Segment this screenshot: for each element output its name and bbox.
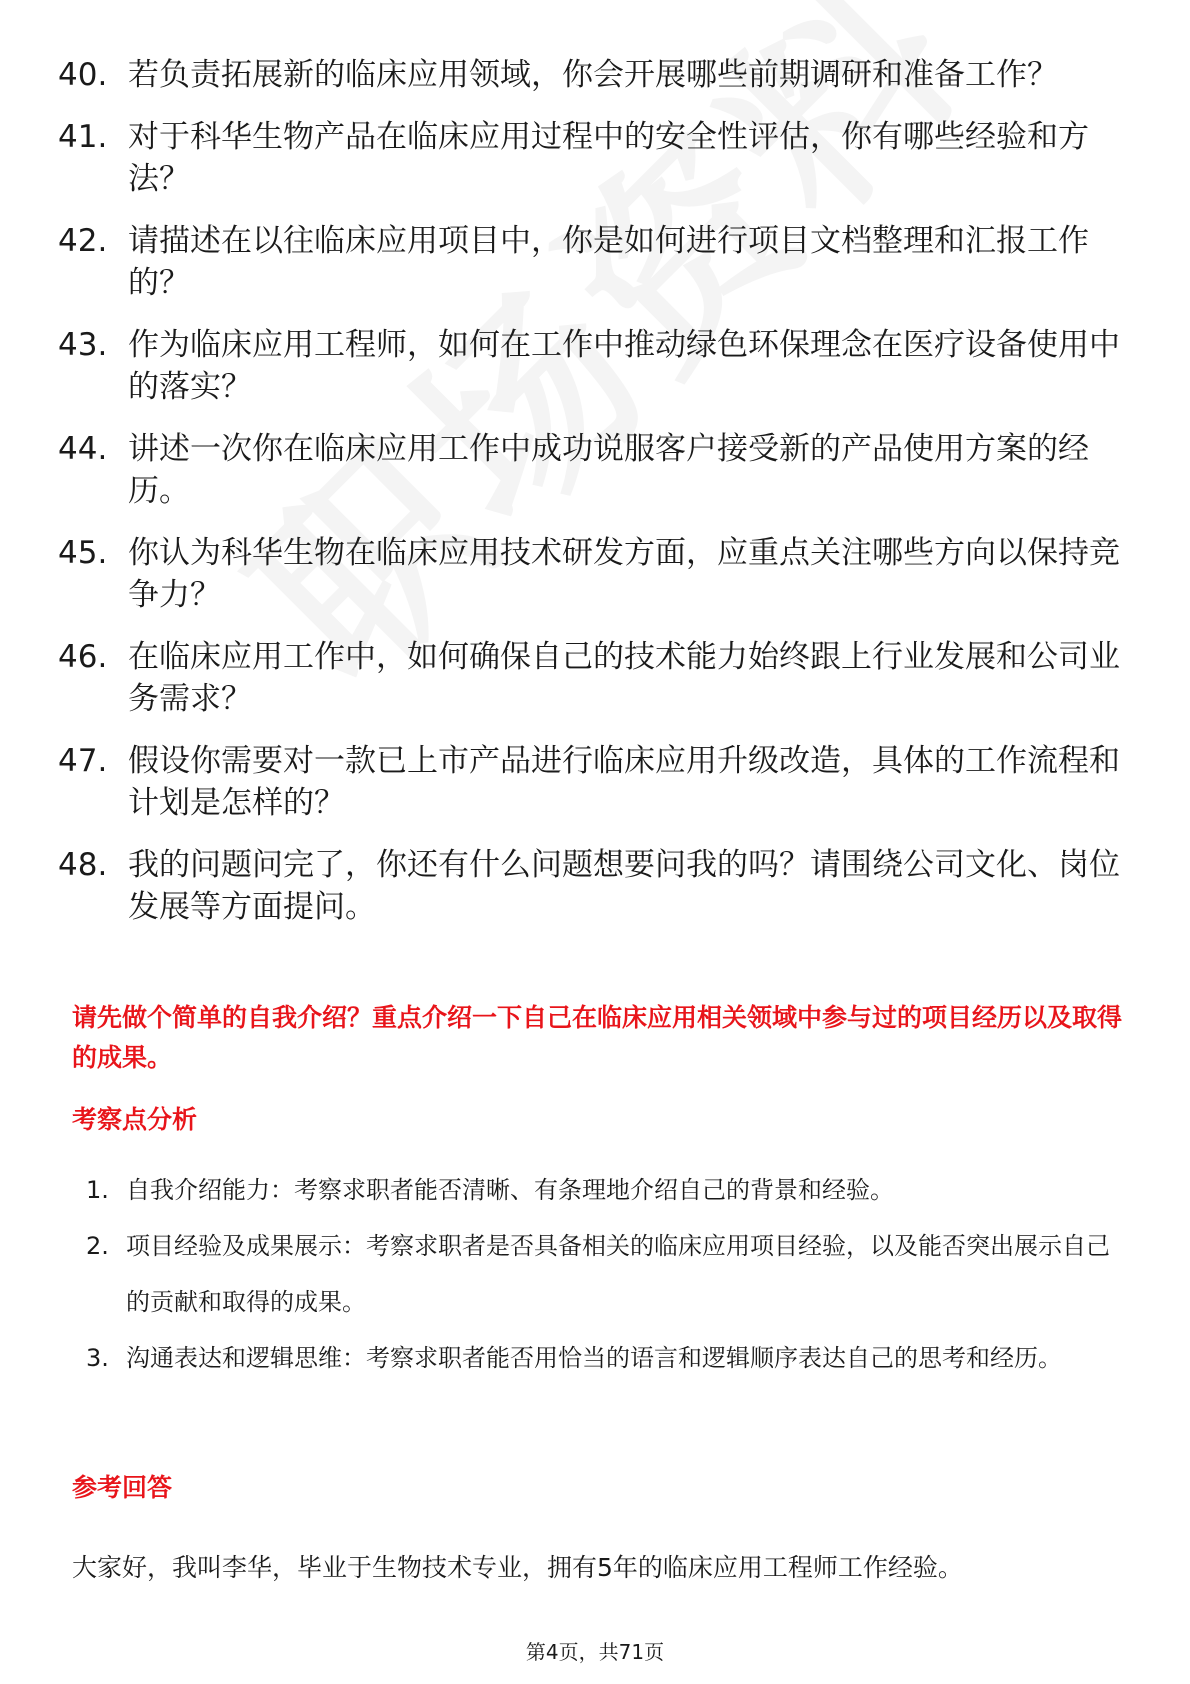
question-number: 46.: [58, 639, 108, 675]
question-item: [58, 220, 1128, 304]
analysis-text: 项目经验及成果展示：考察求职者是否具备相关的临床应用项目经验，以及能否突出展示自己的贡献和取得的成果。: [126, 1232, 1110, 1316]
question-text: 我的问题问完了，你还有什么问题想要问我的吗？请围绕公司文化、岗位发展等方面提问。: [128, 847, 1120, 925]
question-item: [58, 428, 1128, 512]
page-footer: 第4页，共71页: [525, 1640, 665, 1664]
question-item: [58, 636, 1128, 720]
question-number: 44.: [58, 431, 108, 467]
analysis-number: 1.: [86, 1176, 109, 1204]
question-item: [58, 740, 1128, 824]
highlighted-question: 请先做个简单的自我介绍？重点介绍一下自己在临床应用相关领域中参与过的项目经历以及取得的成果。: [72, 1003, 1123, 1072]
question-text: 假设你需要对一款已上市产品进行临床应用升级改造，具体的工作流程和计划是怎样的？: [128, 743, 1120, 821]
question-number: 43.: [58, 327, 108, 363]
question-text: 对于科华生物产品在临床应用过程中的安全性评估，你有哪些经验和方法？: [128, 119, 1089, 197]
question-number: 40.: [58, 57, 108, 93]
question-item: [58, 324, 1128, 408]
question-text: 请描述在以往临床应用项目中，你是如何进行项目文档整理和汇报工作的？: [128, 223, 1089, 301]
analysis-number: 2.: [86, 1232, 109, 1260]
question-list: [58, 54, 1128, 948]
question-number: 47.: [58, 743, 108, 779]
analysis-list: [86, 1162, 1126, 1386]
question-item: [58, 116, 1128, 200]
analysis-item: [86, 1330, 1126, 1386]
analysis-text: 沟通表达和逻辑思维：考察求职者能否用恰当的语言和逻辑顺序表达自己的思考和经历。: [126, 1344, 1062, 1372]
question-item: [58, 844, 1128, 928]
analysis-text: 自我介绍能力：考察求职者能否清晰、有条理地介绍自己的背景和经验。: [126, 1176, 894, 1204]
analysis-item: [86, 1218, 1126, 1330]
question-text: 若负责拓展新的临床应用领域，你会开展哪些前期调研和准备工作？: [128, 57, 1058, 93]
analysis-number: 3.: [86, 1344, 109, 1372]
reference-answer: 大家好，我叫李华，毕业于生物技术专业，拥有5年的临床应用工程师工作经验。: [72, 1553, 963, 1582]
question-number: 41.: [58, 119, 108, 155]
question-text: 在临床应用工作中，如何确保自己的技术能力始终跟上行业发展和公司业务需求？: [128, 639, 1120, 717]
reference-heading: 参考回答: [72, 1473, 173, 1502]
analysis-item: [86, 1162, 1126, 1218]
question-text: 你认为科华生物在临床应用技术研发方面，应重点关注哪些方向以保持竞争力？: [128, 535, 1120, 613]
analysis-heading: 考察点分析: [72, 1105, 198, 1134]
question-text: 讲述一次你在临床应用工作中成功说服客户接受新的产品使用方案的经历。: [128, 431, 1089, 509]
question-item: [58, 532, 1128, 616]
question-number: 45.: [58, 535, 108, 571]
question-number: 48.: [58, 847, 108, 883]
question-number: 42.: [58, 223, 108, 259]
question-item: [58, 54, 1128, 96]
question-text: 作为临床应用工程师，如何在工作中推动绿色环保理念在医疗设备使用中的落实？: [128, 327, 1120, 405]
